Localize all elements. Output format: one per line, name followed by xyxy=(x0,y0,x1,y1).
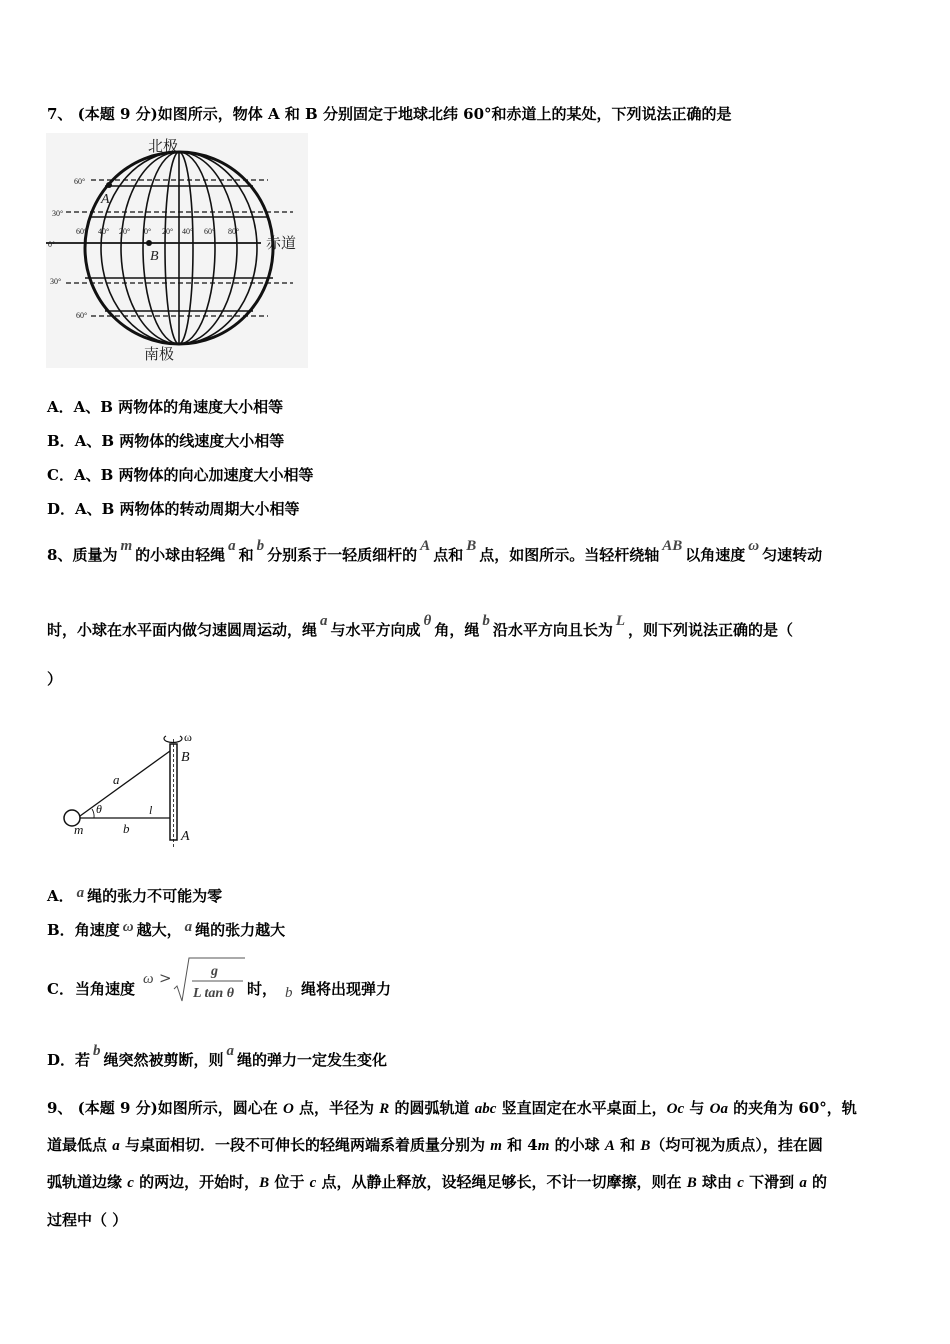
q8-option-d[interactable]: D．若 b 绳突然被剪断，则 a 绳的弹力一定发生变化 xyxy=(47,1043,388,1069)
a-point-label: A xyxy=(181,829,190,844)
q7-option-a[interactable]: A．A、B 两物体的角速度大小相等 xyxy=(47,398,284,416)
rope-a-label: a xyxy=(113,772,120,787)
q8-option-a[interactable]: A． a 绳的张力不可能为零 xyxy=(47,885,223,905)
q7-option-b[interactable]: B．A、B 两物体的线速度大小相等 xyxy=(47,432,285,450)
north-pole-label: 北极 xyxy=(148,139,179,155)
south-pole-label: 南极 xyxy=(144,347,175,363)
q7-stem: 7、 (本题 9 分)如图所示，物体 A 和 B 分别固定于地球北纬 60°和赤道上的某处，下列说法正确的是 xyxy=(47,105,732,123)
globe-figure xyxy=(46,133,308,368)
q8-stem-line-1: 8、质量为 m 的小球由轻绳 a 和 b 分别系于一轻质细杆的 A 点和 B 点，如图所示。当轻杆绕轴 AB 以角速度 ω 匀速转动 xyxy=(47,538,823,564)
sqrt-fraction xyxy=(171,955,247,1005)
svg-text:0°: 0° xyxy=(48,240,56,249)
omega-label: ω xyxy=(184,730,192,744)
svg-text:20°: 20° xyxy=(162,227,174,236)
svg-text:40°: 40° xyxy=(98,227,110,236)
rope-b-label: b xyxy=(123,821,130,836)
svg-text:g: g xyxy=(211,964,218,979)
q9-stem-line-4: 过程中（ ） xyxy=(47,1211,128,1229)
q7-option-c[interactable]: C．A、B 两物体的向心加速度大小相等 xyxy=(47,466,314,484)
svg-text:60°: 60° xyxy=(74,177,86,186)
q9-stem-line-1: 9、 (本题 9 分)如图所示，圆心在 O 点，半径为 R 的圆弧轨道 abc 竖直固定在水平桌面上，Oc 与 Oa 的夹角为 60°，轨 xyxy=(47,1099,857,1117)
rod-figure xyxy=(60,727,220,852)
mass-m-label: m xyxy=(74,822,84,837)
point-b-label: B xyxy=(150,249,159,264)
svg-text:30°: 30° xyxy=(50,277,62,286)
q8-stem-line-3: ） xyxy=(47,670,63,688)
q9-stem-line-2: 道最低点 a 与桌面相切．一段不可伸长的轻绳两端系着质量分别为 m 和 4m 的小球 A 和 B（均可视为质点），挂在圆 xyxy=(47,1136,823,1154)
b-point-label: B xyxy=(181,750,190,765)
svg-text:60°: 60° xyxy=(76,311,88,320)
svg-text:L tan θ: L tan θ xyxy=(193,986,234,1001)
point-a-dot xyxy=(106,182,112,188)
length-l-label: l xyxy=(149,803,153,817)
svg-text:60°: 60° xyxy=(204,227,216,236)
theta-label: θ xyxy=(96,802,102,816)
svg-text:20°: 20° xyxy=(119,227,131,236)
point-b-dot xyxy=(146,240,152,246)
svg-text:30°: 30° xyxy=(52,209,64,218)
svg-text:80°: 80° xyxy=(228,227,240,236)
svg-text:60°: 60° xyxy=(76,227,88,236)
point-a-label: A xyxy=(101,192,110,207)
svg-text:40°: 40° xyxy=(182,227,194,236)
q7-option-d[interactable]: D．A、B 两物体的转动周期大小相等 xyxy=(47,500,300,518)
svg-text:0°: 0° xyxy=(144,227,152,236)
q8-option-b[interactable]: B．角速度 ω 越大， a 绳的张力越大 xyxy=(47,919,286,939)
q9-stem-line-3: 弧轨道边缘 c 的两边，开始时，B 位于 c 点，从静止释放，设轻绳足够长，不计一切摩擦，则在 B 球由 c 下滑到 a 的 xyxy=(47,1173,828,1191)
q8-stem-line-2: 时，小球在水平面内做匀速圆周运动，绳 a 与水平方向成 θ 角，绳 b 沿水平方向且长为 L ，则下列说法正确的是（ xyxy=(47,613,794,639)
equator-label: 赤道 xyxy=(266,236,297,252)
